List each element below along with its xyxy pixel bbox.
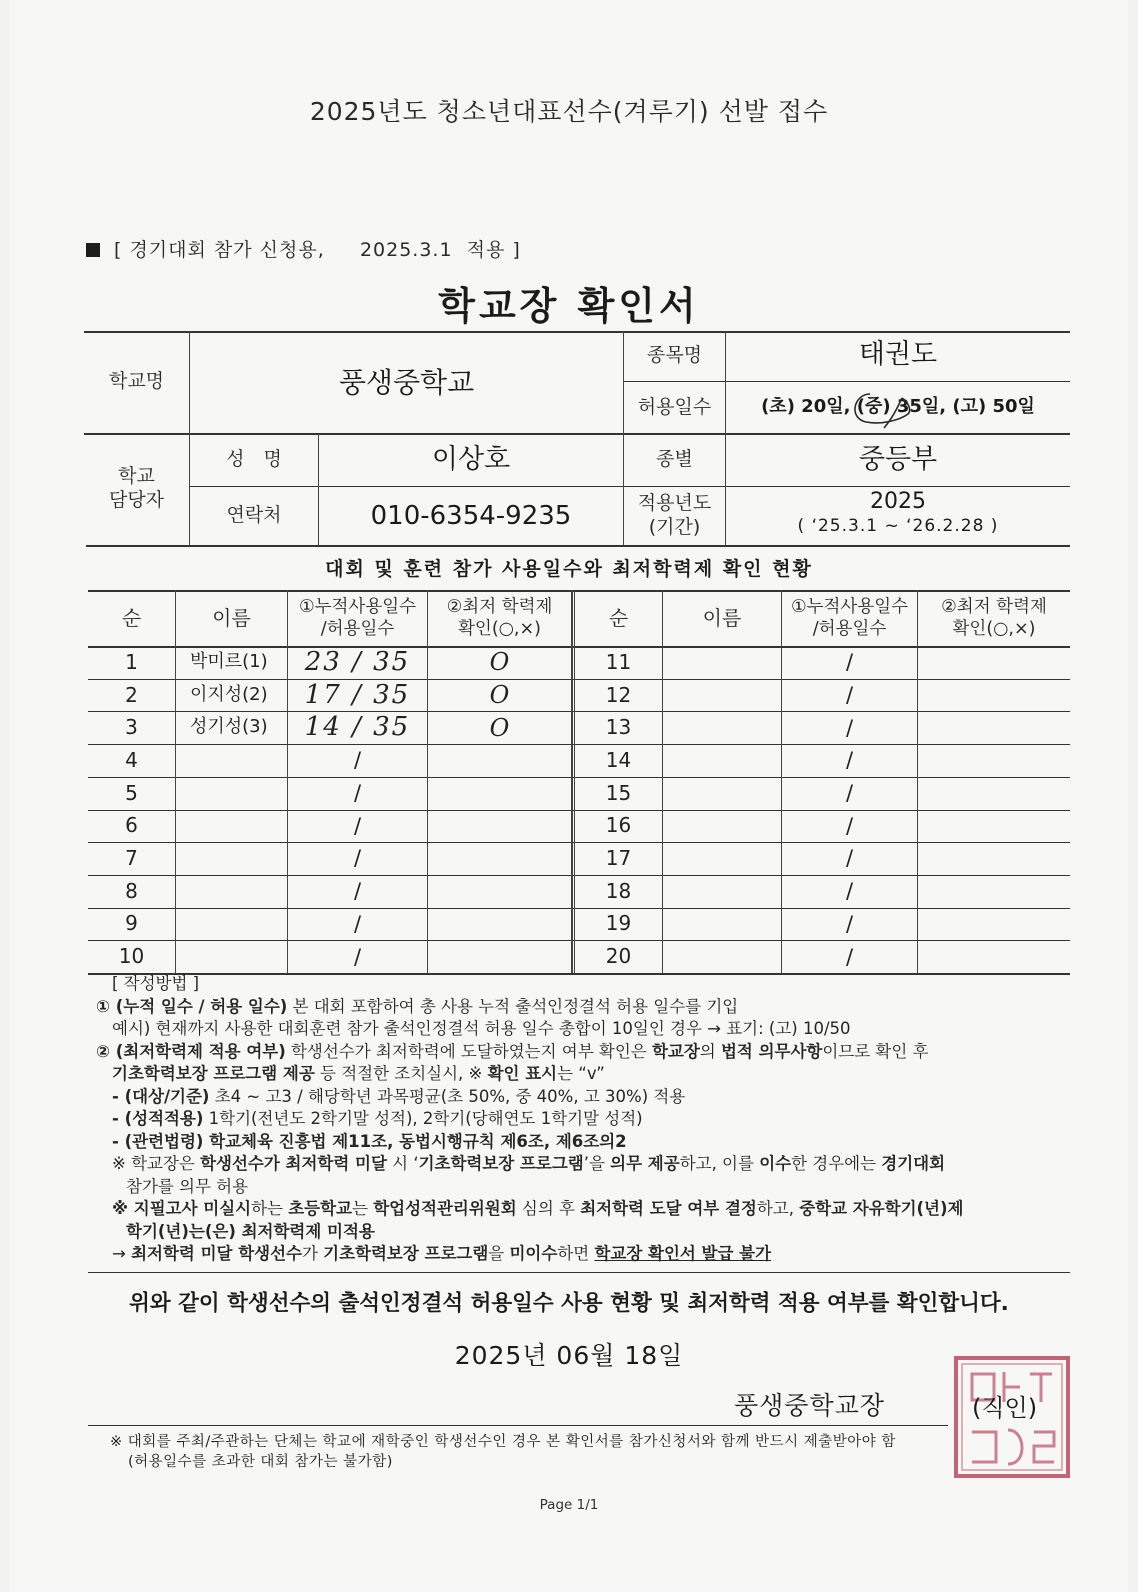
right-row-16-check: [918, 810, 1070, 843]
left-row-3-no: 3: [125, 715, 138, 740]
right-row-19-no: 19: [605, 911, 632, 936]
right-row-16-no: 16: [605, 813, 632, 838]
category-value: 중등부: [858, 443, 938, 475]
application-note: [86, 235, 521, 262]
right-row-15-days: /: [845, 781, 854, 806]
footnote-line-1: ※ 대회를 주최/주관하는 단체는 학교에 재학중인 학생선수인 경우 본 확인서를 참가신청서와 함께 반드시 제출받아야 함: [110, 1434, 896, 1450]
right-row-14-days: /: [845, 748, 854, 773]
left-row-6-days: /: [353, 813, 362, 838]
header-no-right: 순: [608, 606, 629, 630]
header-days-left: ①누적사용일수 /허용일수: [298, 596, 417, 639]
header-check-right: ②최저 학력제 확인(○,×): [941, 596, 1047, 639]
right-row-11-no: 11: [605, 649, 632, 674]
left-row-5-days: /: [353, 781, 362, 806]
note-line-10: ※ 지필고사 미실시하는 초등학교는 학업성적관리위원회 심의 후 최저학력 도달 여부 결정하고, 중학교 자유학기(년)제: [112, 1199, 964, 1218]
status-table-title: 대회 및 훈련 참가 사용일수와 최저학력제 확인 현황: [325, 558, 813, 580]
left-row-1-name: 박미르(1): [190, 651, 268, 673]
right-row-19-check: [918, 908, 1070, 941]
left-row-8-name: [176, 875, 287, 908]
official-seal: [950, 1352, 1074, 1482]
year-value: 2025: [870, 489, 926, 514]
note-line-4: 기초학력보장 프로그램 제공 등 적절한 조치실시, ※ 확인 표시는 “v”: [112, 1064, 605, 1083]
right-row-17-check: [918, 842, 1070, 875]
left-row-7-name: [176, 842, 287, 875]
right-row-17-days: /: [845, 846, 854, 871]
left-row-1-check: O: [489, 648, 510, 677]
left-row-3-check: O: [489, 713, 510, 742]
year-label: 적용년도 (기간): [637, 492, 712, 538]
school-value: 풍생중학교: [338, 365, 475, 399]
right-row-14-no: 14: [605, 747, 632, 772]
right-row-20-days: /: [845, 944, 854, 969]
allowed-days-label: 허용일수: [637, 395, 712, 418]
right-row-18-days: /: [845, 879, 854, 904]
application-note-text: [ 경기대회 참가 신청용, 2025.3.1 적용 ]: [114, 239, 521, 261]
right-row-16-days: /: [845, 813, 854, 838]
left-row-2-days: 17 / 35: [304, 679, 411, 710]
confirmation-statement: 위와 같이 학생선수의 출석인정결석 허용일수 사용 현황 및 최저학력 적용 여부를 확인합니다.: [129, 1291, 1009, 1316]
name-label: 성 명: [226, 447, 282, 470]
left-row-1-days: 23 / 35: [304, 647, 411, 678]
page-number: Page 1/1: [539, 1497, 599, 1513]
left-row-4-name: [176, 744, 287, 777]
right-row-11-days: /: [845, 650, 854, 675]
seal-text: (직인): [972, 1394, 1038, 1422]
left-row-10-days: /: [353, 944, 362, 969]
right-row-15-check: [918, 777, 1070, 810]
right-row-13-no: 13: [605, 715, 632, 740]
right-row-11-name: [663, 646, 781, 679]
left-row-10-no: 10: [118, 944, 145, 969]
contact-label: 연락처: [226, 504, 282, 527]
left-row-10-name: [176, 940, 287, 973]
note-line-8: ※ 학교장은 학생선수가 최저학력 미달 시 ‘기초학력보장 프로그램’을 의무 제공하고, 이를 이수한 경우에는 경기대회: [112, 1154, 946, 1173]
left-row-8-no: 8: [125, 878, 138, 903]
contact-value: 010-6354-9235: [370, 500, 572, 531]
school-label: 학교명: [108, 370, 165, 393]
sport-label: 종목명: [646, 344, 703, 367]
writing-instructions: [96, 973, 1056, 1266]
header-name-right: 이름: [702, 606, 742, 630]
right-row-13-check: [918, 711, 1070, 744]
right-row-13-name: [663, 711, 781, 744]
allowed-days-text: (초) 20일, (중) 35일, (고) 50일: [761, 396, 1035, 418]
year-period: ( ‘25.3.1 ~ ‘26.2.28 ): [797, 516, 999, 536]
right-row-18-no: 18: [605, 878, 632, 903]
note-line-5: - (대상/기준) 초4 ~ 고3 / 해당학년 과목평균(초 50%, 중 40%, 고 30%) 적용: [112, 1086, 686, 1106]
right-row-18-check: [918, 875, 1070, 908]
name-value: 이상호: [431, 443, 511, 475]
right-row-18-name: [663, 875, 781, 908]
left-row-2-name: 이지성(2): [190, 683, 268, 705]
left-row-8-days: /: [353, 879, 362, 904]
category-label: 종별: [656, 447, 693, 470]
right-row-20-name: [663, 940, 781, 973]
note-line-11: 학기(년)는(은) 최저학력제 미적용: [126, 1221, 375, 1241]
left-row-9-no: 9: [125, 911, 138, 936]
right-row-11-check: [918, 646, 1070, 679]
note-line-3: ② (최저학력제 적용 여부) 학생선수가 최저학력에 도달하였는지 여부 확인은 학교장의 법적 의무사항이므로 확인 후: [96, 1041, 929, 1061]
left-row-4-no: 4: [125, 747, 138, 772]
handwritten-circle-mark: [840, 384, 926, 430]
footnote-line-2: (허용일수를 초과한 대회 참가는 불가함): [128, 1454, 393, 1470]
left-row-2-no: 2: [125, 682, 138, 707]
right-row-14-check: [918, 744, 1070, 777]
right-row-17-no: 17: [605, 846, 632, 871]
header-no-left: 순: [121, 606, 142, 630]
right-row-15-no: 15: [605, 780, 632, 805]
right-row-19-days: /: [845, 911, 854, 936]
right-row-20-no: 20: [605, 944, 632, 969]
principal-name: 풍생중학교장: [734, 1391, 885, 1420]
left-row-7-check: [428, 842, 571, 875]
left-row-9-check: [428, 908, 571, 941]
right-row-19-name: [663, 908, 781, 941]
right-row-12-check: [918, 679, 1070, 712]
left-row-6-name: [176, 810, 287, 843]
sport-value: 태권도: [858, 339, 938, 371]
left-row-4-check: [428, 744, 571, 777]
left-row-2-check: O: [489, 681, 510, 710]
note-line-12: → 최저학력 미달 학생선수가 기초학력보장 프로그램을 미이수하면 학교장 확인서 발급 불가: [112, 1244, 772, 1263]
right-row-12-days: /: [845, 682, 854, 707]
left-row-9-days: /: [353, 911, 362, 936]
note-line-7: - (관련법령) 학교체육 진흥법 제11조, 동법시행규칙 제6조, 제6조의2: [112, 1131, 627, 1151]
square-bullet-icon: [86, 243, 100, 257]
left-row-8-check: [428, 875, 571, 908]
left-row-6-check: [428, 810, 571, 843]
left-row-4-days: /: [353, 748, 362, 773]
notes-heading: [ 작성방법 ]: [112, 974, 200, 993]
manager-label: 학교 담당자: [108, 465, 165, 511]
note-line-1: ① (누적 일수 / 허용 일수) 본 대회 포함하여 총 사용 누적 출석인정결석 허용 일수를 기입: [96, 996, 739, 1016]
left-row-1-no: 1: [125, 649, 138, 674]
left-row-7-no: 7: [125, 846, 138, 871]
left-row-7-days: /: [353, 846, 362, 871]
issue-date: 2025년 06월 18일: [454, 1341, 684, 1370]
page-title: 학교장 확인서: [438, 284, 700, 328]
right-row-20-check: [918, 940, 1070, 973]
header-name-left: 이름: [212, 606, 251, 630]
right-row-16-name: [663, 810, 781, 843]
document-top-title: 2025년도 청소년대표선수(겨루기) 선발 접수: [309, 97, 829, 126]
year-cell: [726, 487, 1070, 536]
left-row-3-days: 14 / 35: [304, 712, 411, 743]
left-row-6-no: 6: [125, 813, 138, 838]
left-row-5-no: 5: [125, 780, 138, 805]
left-row-5-name: [176, 777, 287, 810]
right-row-15-name: [663, 777, 781, 810]
footnote: [110, 1432, 896, 1472]
note-line-6: - (성적적용) 1학기(전년도 2학기말 성적), 2학기(당해연도 1학기말 성적): [112, 1109, 643, 1128]
note-line-9: 참가를 의무 허용: [126, 1176, 249, 1196]
left-row-5-check: [428, 777, 571, 810]
header-days-right: ①누적사용일수 /허용일수: [790, 596, 909, 639]
left-row-9-name: [176, 908, 287, 941]
right-row-12-no: 12: [605, 682, 632, 707]
note-line-2: 예시) 현재까지 사용한 대회훈련 참가 출석인정결석 허용 일수 총합이 10일인 경우 → 표기: (고) 10/50: [112, 1019, 851, 1038]
right-row-14-name: [663, 744, 781, 777]
right-row-13-days: /: [845, 715, 854, 740]
left-row-10-check: [428, 940, 571, 973]
left-row-3-name: 성기성(3): [190, 716, 268, 738]
header-check-left: ②최저 학력제 확인(○,×): [446, 596, 553, 639]
right-row-12-name: [663, 679, 781, 712]
right-row-17-name: [663, 842, 781, 875]
